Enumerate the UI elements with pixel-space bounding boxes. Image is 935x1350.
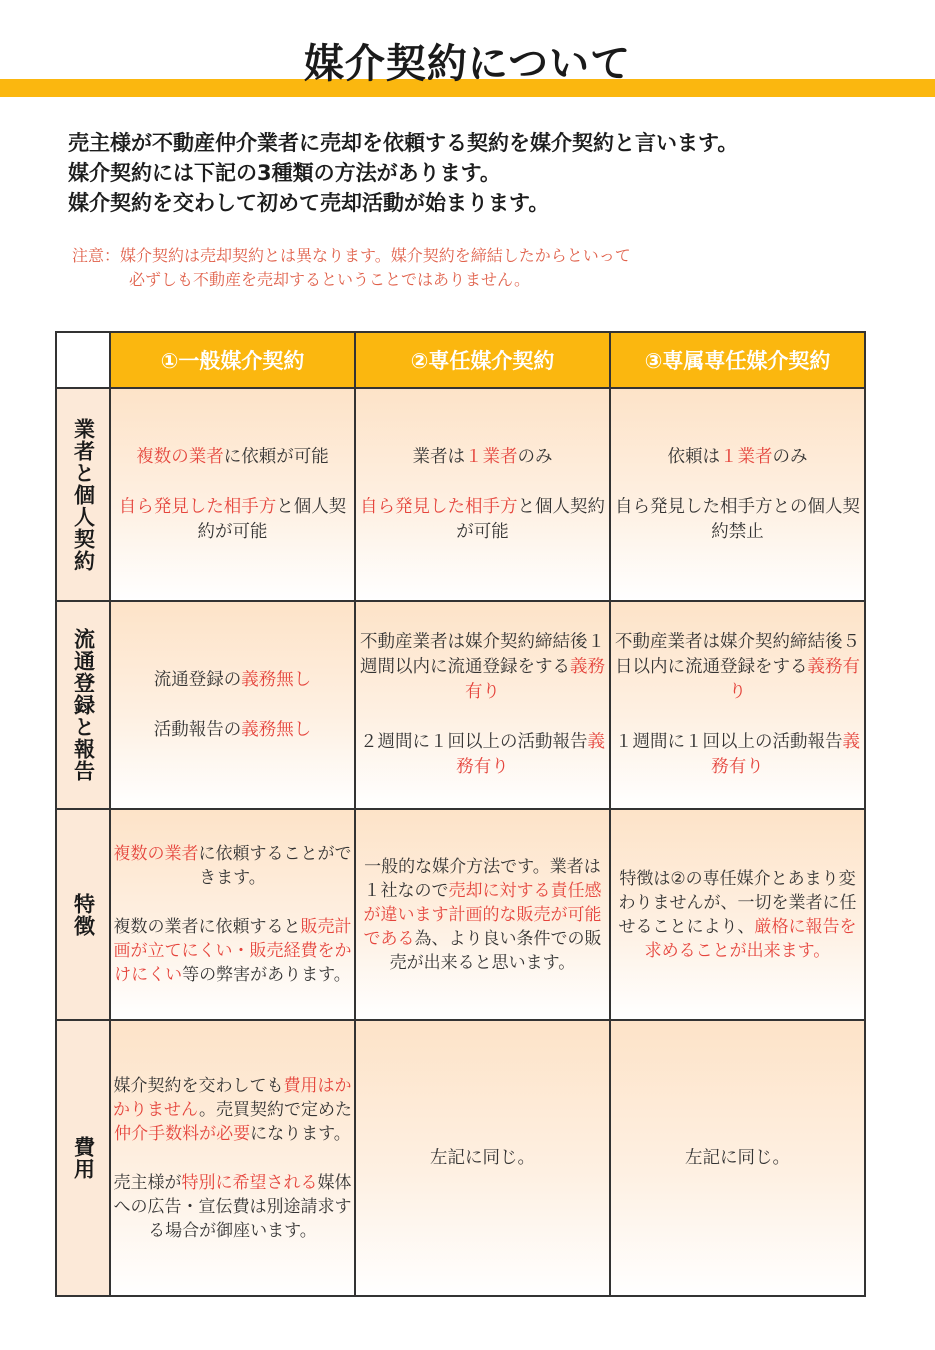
table-row-listing-report — [56, 601, 865, 809]
row-header-cost: 費用 — [56, 1020, 110, 1296]
intro-text — [68, 128, 908, 218]
cell-exclusive-private: 業者は１業者のみ 自ら発見した相手方と個人契約が可能 — [355, 388, 610, 601]
cell-exclusive-features: 一般的な媒介方法です。業者は１社なので売却に対する責任感が違います計画的な販売が可能である為、より良い条件での販売が出来ると思います。 — [355, 809, 610, 1020]
table-row-private-contract — [56, 388, 865, 601]
cell-exclusive-cost: 左記に同じ。 — [355, 1020, 610, 1296]
column-header-exclusive: ②専任媒介契約 — [355, 332, 610, 388]
column-header-dedicated: ③専属専任媒介契約 — [610, 332, 865, 388]
cell-general-private: 複数の業者に依頼が可能 自ら発見した相手方と個人契約が可能 — [110, 388, 355, 601]
cell-dedicated-features: 特徴は②の専任媒介とあまり変わりませんが、一切を業者に任せることにより、厳格に報告を求めることが出来ます。 — [610, 809, 865, 1020]
corner-cell — [56, 332, 110, 388]
row-header-private-contract: 業者と個人契約 — [56, 388, 110, 601]
notice-line-2: 必ずしも不動産を売却するということではありません。 — [129, 270, 530, 289]
row-header-listing-report: 流通登録と報告 — [56, 601, 110, 809]
comparison-table — [55, 331, 866, 1297]
row-header-features: 特徴 — [56, 809, 110, 1020]
cell-general-cost: 媒介契約を交わしても費用はかかりません。売買契約で定めた仲介手数料が必要になります。 売主様が特別に希望される媒体への広告・宣伝費は別途請求する場合が御座います。 — [110, 1020, 355, 1296]
cell-general-listing: 流通登録の義務無し 活動報告の義務無し — [110, 601, 355, 809]
cell-exclusive-listing: 不動産業者は媒介契約締結後１週間以内に流通登録をする義務有り ２週間に１回以上の活動報告義務有り — [355, 601, 610, 809]
table-row-features — [56, 809, 865, 1020]
cell-dedicated-private: 依頼は１業者のみ 自ら発見した相手方との個人契約禁止 — [610, 388, 865, 601]
notice-text — [72, 244, 872, 292]
notice-line-1: 注意：媒介契約は売却契約とは異なります。媒介契約を締結したからといって — [72, 246, 631, 265]
column-header-general: ①一般媒介契約 — [110, 332, 355, 388]
intro-line: 媒介契約を交わして初めて売却活動が始まります。 — [68, 191, 550, 215]
table-row-cost — [56, 1020, 865, 1296]
cell-dedicated-listing: 不動産業者は媒介契約締結後５日以内に流通登録をする義務有り １週間に１回以上の活動報告義務有り — [610, 601, 865, 809]
header-row — [56, 332, 865, 388]
cell-general-features: 複数の業者に依頼することができます。 複数の業者に依頼すると販売計画が立てにくい・販売経費をかけにくい等の弊害があります。 — [110, 809, 355, 1020]
page-title: 媒介契約について — [303, 41, 632, 87]
intro-line: 媒介契約には下記の3種類の方法があります。 — [68, 161, 501, 185]
intro-line: 売主様が不動産仲介業者に売却を依頼する契約を媒介契約と言います。 — [68, 131, 739, 155]
cell-dedicated-cost: 左記に同じ。 — [610, 1020, 865, 1296]
